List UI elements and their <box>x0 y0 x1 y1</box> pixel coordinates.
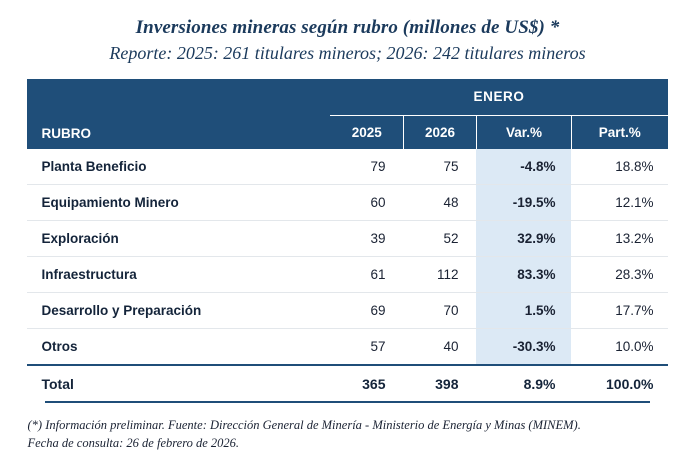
cell-part: 17.7% <box>571 293 667 329</box>
footnote-date: Fecha de consulta: 26 de febrero de 2026. <box>27 436 240 451</box>
table-container <box>18 79 677 402</box>
total-2026: 398 <box>403 365 476 402</box>
cell-2025: 39 <box>330 221 403 257</box>
cell-part: 18.8% <box>571 149 667 185</box>
investments-table <box>27 79 667 402</box>
column-header-2025: 2025 <box>330 115 403 149</box>
table-row <box>27 293 667 329</box>
cell-var: -19.5% <box>476 185 571 221</box>
cell-part: 13.2% <box>571 221 667 257</box>
titles-block <box>18 10 677 75</box>
row-label: Equipamiento Minero <box>27 185 330 221</box>
cell-var: 83.3% <box>476 257 571 293</box>
table-head <box>27 79 667 149</box>
cell-2026: 75 <box>403 149 476 185</box>
row-label: Otros <box>27 329 330 366</box>
column-group-header-enero: ENERO <box>330 79 667 115</box>
table-row <box>27 221 667 257</box>
cell-part: 12.1% <box>571 185 667 221</box>
total-label: Total <box>27 365 330 402</box>
column-header-2026: 2026 <box>403 115 476 149</box>
cell-2026: 70 <box>403 293 476 329</box>
cell-part: 28.3% <box>571 257 667 293</box>
cell-var: -30.3% <box>476 329 571 366</box>
row-label: Exploración <box>27 221 330 257</box>
row-label: Infraestructura <box>27 257 330 293</box>
cell-2026: 48 <box>403 185 476 221</box>
cell-2025: 69 <box>330 293 403 329</box>
total-var: 8.9% <box>476 365 571 402</box>
cell-2025: 61 <box>330 257 403 293</box>
column-header-rubro: RUBRO <box>27 79 330 149</box>
page-title: Inversiones mineras según rubro (millones de US$) * <box>135 17 560 38</box>
row-label: Planta Beneficio <box>27 149 330 185</box>
column-header-var: Var.% <box>476 115 571 149</box>
table-row <box>27 329 667 366</box>
cell-part: 10.0% <box>571 329 667 366</box>
table-body <box>27 149 667 402</box>
column-header-part: Part.% <box>571 115 667 149</box>
cell-2025: 79 <box>330 149 403 185</box>
cell-var: 1.5% <box>476 293 571 329</box>
cell-var: -4.8% <box>476 149 571 185</box>
table-total-row <box>27 365 667 402</box>
table-row <box>27 149 667 185</box>
footnotes <box>28 416 668 452</box>
cell-2026: 40 <box>403 329 476 366</box>
table-row <box>27 257 667 293</box>
footnote-source: (*) Información preliminar. Fuente: Dirección General de Minería - Ministerio de Energía y Minas (MINEM). <box>27 418 581 433</box>
total-2025: 365 <box>330 365 403 402</box>
table-row <box>27 185 667 221</box>
cell-2025: 60 <box>330 185 403 221</box>
cell-2025: 57 <box>330 329 403 366</box>
row-label: Desarrollo y Preparación <box>27 293 330 329</box>
cell-2026: 52 <box>403 221 476 257</box>
total-part: 100.0% <box>571 365 667 402</box>
cell-2026: 112 <box>403 257 476 293</box>
page-subtitle: Reporte: 2025: 261 titulares mineros; 2026: 242 titulares mineros <box>109 42 586 63</box>
cell-var: 32.9% <box>476 221 571 257</box>
